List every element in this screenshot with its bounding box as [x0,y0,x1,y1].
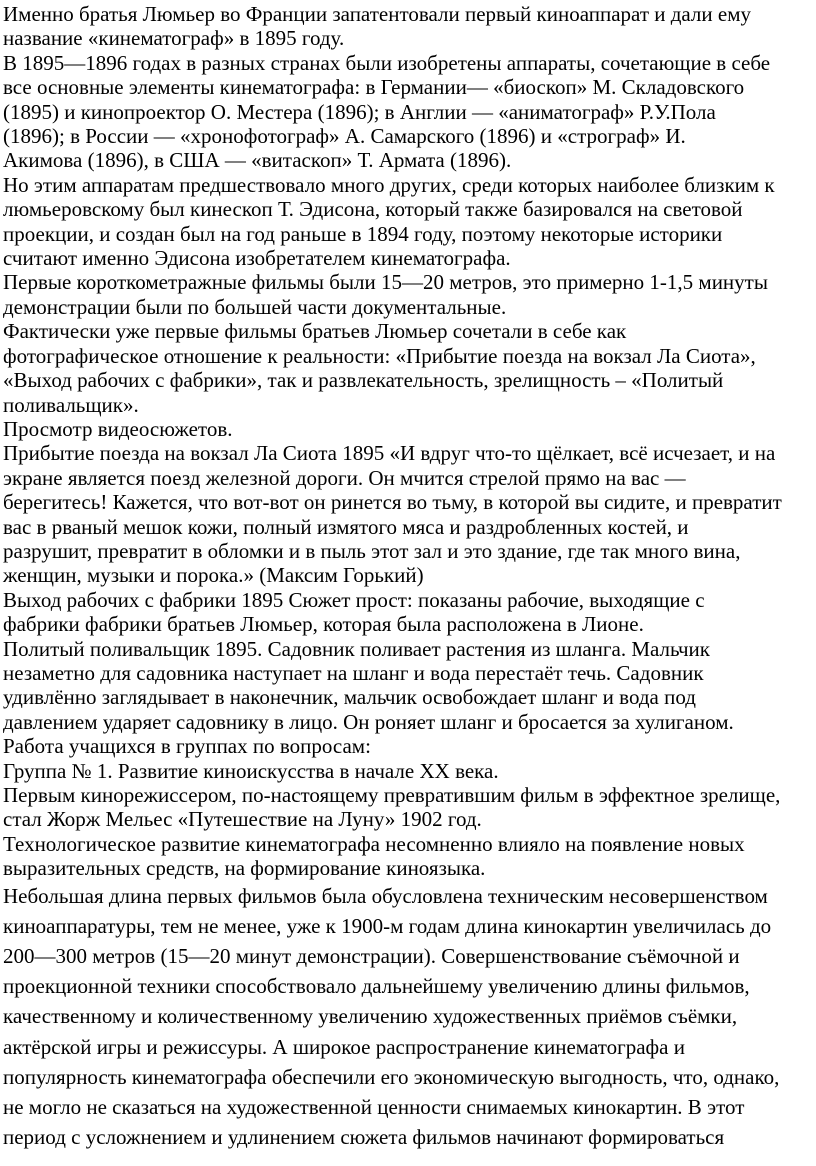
paragraph [3,881,812,1153]
text-line: Первые короткометражные фильмы были 15—20 метров, это примерно 1-1,5 минуты [3,270,768,295]
text-line: качественному и количественному увеличению художественных приёмов съёмки, [3,1004,738,1029]
text-line: поливальщик». [3,392,139,417]
paragraph [3,759,812,783]
paragraph [3,637,812,735]
text-line: (1895) и кинопроектор О. Местера (1896); в Англии — «аниматограф» Р.У.Пола [3,99,716,124]
text-line: стал Жорж Мельес «Путешествие на Луну» 1902 год. [3,807,482,832]
paragraph [3,2,812,51]
paragraph [3,734,812,758]
text-line: Просмотр видеосюжетов. [3,416,233,441]
paragraph [3,173,812,271]
text-line: все основные элементы кинематографа: в Германии— «биоскоп» М. Складовского [3,75,745,100]
text-line: удивлённо заглядывает в наконечник, мальчик освобождает шланг и вода под [3,685,696,710]
text-line: Именно братья Люмьер во Франции запатентовали первый киноаппарат и дали ему [3,2,752,26]
text-line: Небольшая длина первых фильмов была обусловлена техническим несовершенством [3,883,768,908]
text-line: выразительных средств, на формирование киноязыка. [3,856,486,881]
text-line: фотографическое отношение к реальности: «Прибытие поезда на вокзал Ла Сиота», [3,343,756,368]
text-line: проекционной техники способствовало дальнейшему увеличению длины фильмов, [3,974,750,999]
text-line: считают именно Эдисона изобретателем кинематографа. [3,246,511,271]
text-line: Первым кинорежиссером, по-настоящему превратившим фильм в эффектное зрелище, [3,783,781,807]
text-line: 200—300 метров (15—20 минут демонстрации). Совершенствование съёмочной и [3,944,740,969]
text-line: женщин, музыки и порока.» (Максим Горький) [3,563,424,588]
paragraph [3,417,812,441]
text-line: демонстрации были по большей части документальные. [3,294,507,319]
text-line: Работа учащихся в группах по вопросам: [3,734,371,759]
text-line: экране является поезд железной дороги. Он мчится стрелой прямо на вас — [3,465,686,490]
text-line: Политый поливальщик 1895. Садовник поливает растения из шланга. Мальчик [3,636,710,661]
text-line: Фактически уже первые фильмы братьев Люмьер сочетали в себе как [3,319,627,344]
text-line: Выход рабочих с фабрики 1895 Сюжет прост: показаны рабочие, выходящие с [3,587,705,612]
text-line: (1896); в России — «хронофотограф» А. Самарского (1896) и «строграф» И. [3,124,686,149]
text-line: название «кинематограф» в 1895 году. [3,26,345,51]
paragraph [3,588,812,637]
text-line: разрушит, превратит в обломки и в пыль этот зал и это здание, где так много вина, [3,538,741,563]
text-line: люмьеровскому был кинескоп Т. Эдисона, который также базировался на световой [3,197,743,222]
text-line: не могло не сказаться на художественной ценности снимаемых кинокартин. В этот [3,1095,745,1120]
text-line: В 1895—1896 годах в разных странах были изобретены аппараты, сочетающие в себе [3,50,771,75]
paragraph [3,319,812,417]
text-line: давлением ударяет садовнику в лицо. Он роняет шланг и бросается за хулиганом. [3,709,734,734]
paragraph [3,51,812,173]
text-line: проекции, и создан был на год раньше в 1894 году, поэтому некоторые историки [3,221,723,246]
text-line: актёрской игры и режиссуры. А широкое распространение кинематографа и [3,1034,685,1059]
text-line: Акимова (1896), в США — «витаскоп» Т. Армата (1896). [3,148,512,173]
text-line: фабрики фабрики братьев Люмьер, которая была расположена в Лионе. [3,612,644,637]
text-line: берегитесь! Кажется, что вот-вот он ринется во тьму, в которой вы сидите, и превратит [3,490,782,515]
paragraph [3,783,812,832]
text-line: незаметно для садовника наступает на шланг и вода перестаёт течь. Садовник [3,660,704,685]
paragraph [3,441,812,587]
text-line: Технологическое развитие кинематографа несомненно влияло на появление новых [3,831,745,856]
text-line: популярность кинематографа обеспечили его экономическую выгодность, что, однако, [3,1064,780,1089]
text-line: киноаппаратуры, тем не менее, уже к 1900-м годам длина кинокартин увеличилась до [3,913,772,938]
paragraph [3,270,812,319]
text-line: «Выход рабочих с фабрики», так и развлекательность, зрелищность – «Политый [3,368,724,393]
text-line: период с усложнением и удлинением сюжета фильмов начинают формироваться [3,1125,725,1150]
text-line: Прибытие поезда на вокзал Ла Сиота 1895 «И вдруг что-то щёлкает, всё исчезает, и на [3,441,776,466]
paragraph [3,832,812,881]
text-line: Группа № 1. Развитие киноискусства в начале XX века. [3,758,499,783]
text-line: Но этим аппаратам предшествовало много других, среди которых наиболее близким к [3,172,775,197]
document-body [3,2,812,1152]
text-line: вас в рваный мешок кожи, полный измятого мяса и раздробленных костей, и [3,514,689,539]
